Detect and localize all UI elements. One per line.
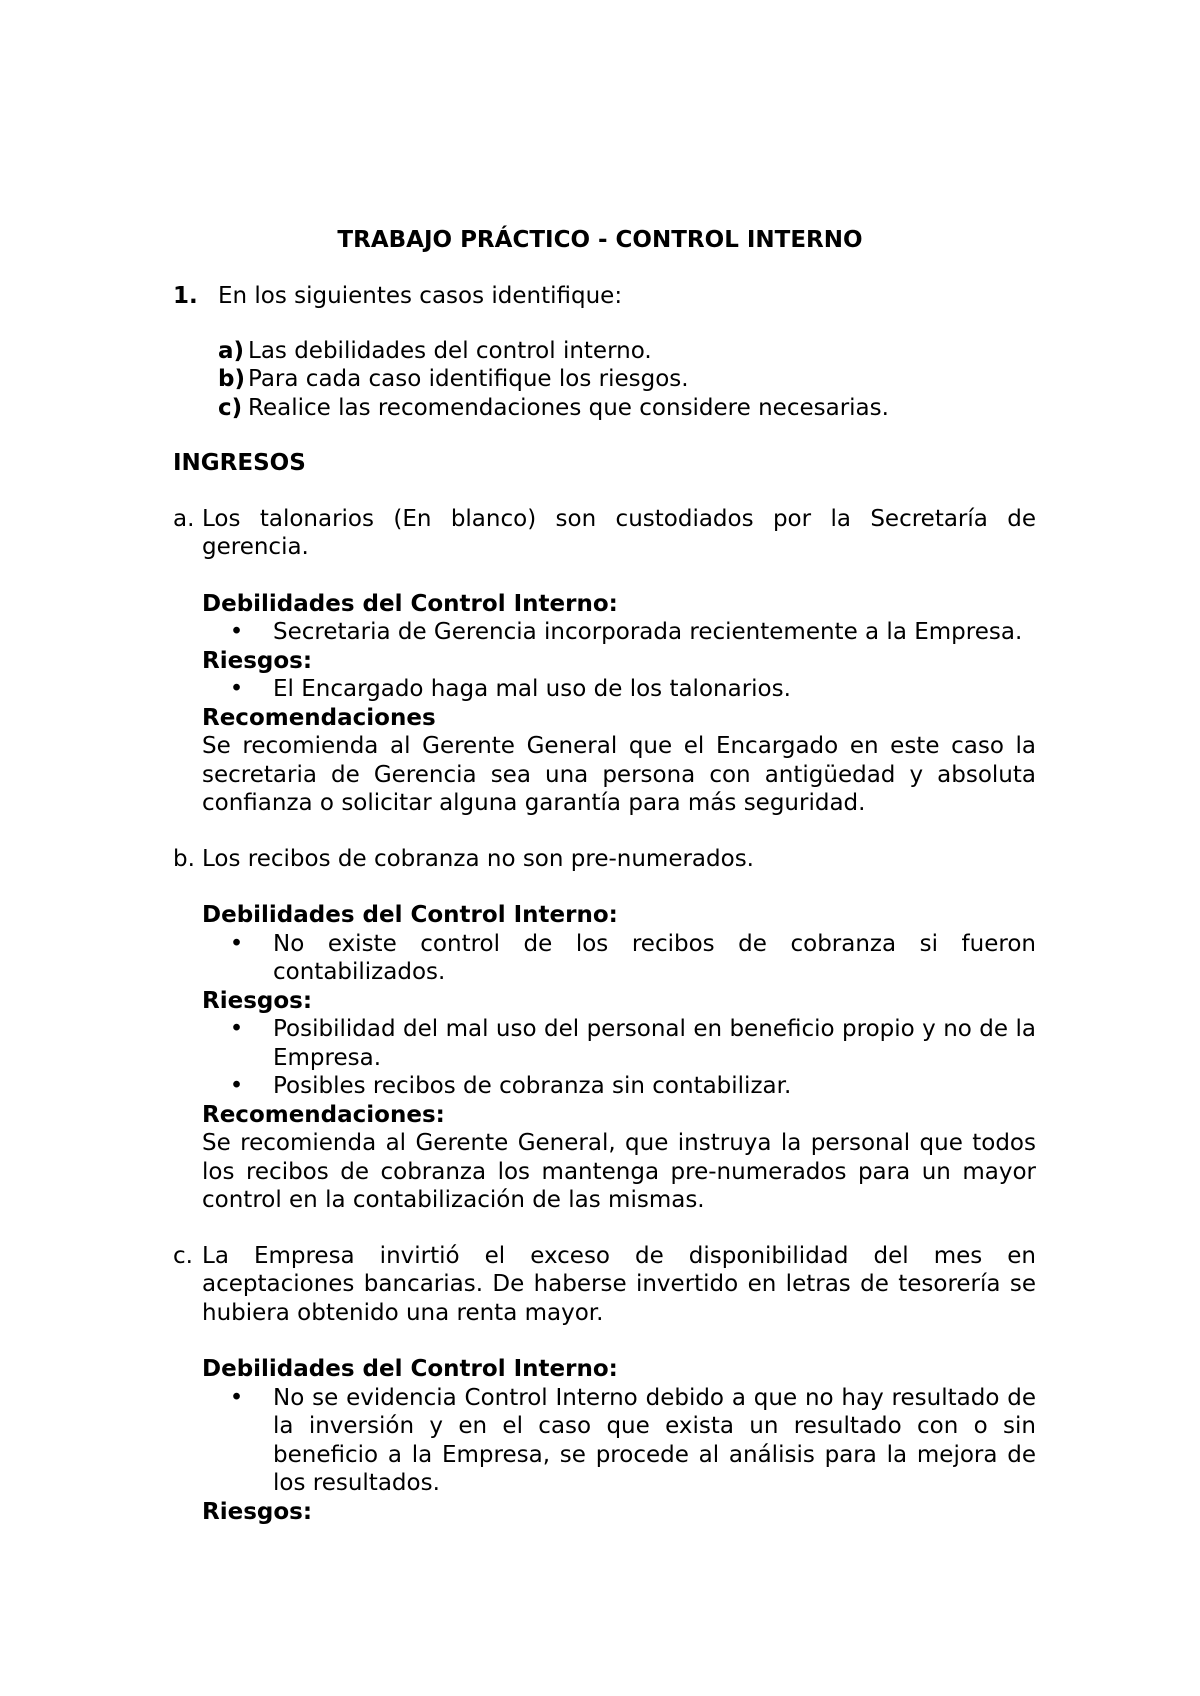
sublist-label: a): [218, 337, 245, 364]
case-b-analysis: [202, 901, 1036, 1215]
recomendaciones-text: Se recomienda al Gerente General que el Encargado en este caso la secretaria de Gerencia sea una persona con antigüedad y absoluta confianza o solicitar alguna garantía para más seguridad.: [202, 733, 1036, 816]
bullet-icon: •: [229, 676, 244, 702]
debilidades-heading: Debilidades del Control Interno:: [202, 902, 618, 928]
list-item: [202, 618, 1036, 647]
riesgos-heading: Riesgos:: [202, 647, 313, 674]
debilidades-list: [202, 930, 1036, 987]
riesgos-list: [202, 1015, 1036, 1101]
bullet-icon: •: [229, 1073, 244, 1099]
page-title: TRABAJO PRÁCTICO - CONTROL INTERNO: [337, 227, 863, 253]
case-letter: a.: [173, 505, 195, 532]
debilidades-heading: Debilidades del Control Interno:: [202, 590, 618, 617]
debilidades-list: [202, 618, 1036, 647]
question-number: 1.: [173, 283, 198, 309]
list-item-text: No se evidencia Control Interno debido a que no hay resultado de la inversión y en el caso que exista un resultado con o sin beneficio a la Empresa, se procede al análisis para la mejora de los resultados.: [273, 1384, 1036, 1496]
debilidades-list: [202, 1384, 1036, 1498]
case-text: Los recibos de cobranza no son pre-numerados.: [202, 845, 754, 872]
case-a: [173, 505, 1200, 562]
case-a-analysis: [202, 590, 1036, 818]
riesgos-list: [202, 675, 1036, 704]
recomendaciones-text: Se recomienda al Gerente General, que instruya la personal que todos los recibos de cobranza los mantenga pre-numerados para un mayor control en la contabilización de las mismas.: [202, 1130, 1036, 1213]
case-text: La Empresa invirtió el exceso de disponibilidad del mes en aceptaciones bancarias. De haberse invertido en letras de tesorería se hubiera obtenido una renta mayor.: [202, 1242, 1036, 1326]
list-item: [202, 930, 1036, 987]
list-item-text: Posibles recibos de cobranza sin contabilizar.: [273, 1073, 792, 1099]
sublist-text: Realice las recomendaciones que considere necesarias.: [248, 394, 889, 421]
sublist-text: Las debilidades del control interno.: [248, 337, 652, 364]
sublist-item: [218, 337, 1200, 366]
debilidades-heading: Debilidades del Control Interno:: [202, 1356, 618, 1382]
question-sublist: [218, 337, 1200, 423]
list-item-text: Secretaria de Gerencia incorporada recientemente a la Empresa.: [273, 619, 1023, 645]
riesgos-heading: Riesgos:: [202, 1498, 313, 1525]
bullet-icon: •: [229, 930, 244, 957]
recomendaciones-heading: Recomendaciones:: [202, 1101, 445, 1128]
question-1: [173, 282, 1200, 311]
list-item-text: El Encargado haga mal uso de los talonarios.: [273, 676, 791, 702]
sublist-label: c): [218, 394, 243, 421]
sublist-item: [218, 394, 1200, 423]
sublist-label: b): [218, 366, 245, 392]
bullet-icon: •: [229, 1016, 244, 1042]
sublist-text: Para cada caso identifique los riesgos.: [248, 366, 689, 392]
case-letter: c.: [173, 1242, 193, 1269]
recomendaciones-heading: Recomendaciones: [202, 704, 436, 731]
case-c-analysis: [202, 1355, 1036, 1526]
list-item: [202, 1072, 1036, 1101]
case-letter: b.: [173, 845, 195, 872]
list-item-text: No existe control de los recibos de cobranza si fueron contabilizados.: [273, 930, 1036, 985]
bullet-icon: •: [229, 619, 244, 645]
list-item: [202, 1015, 1036, 1072]
case-c: [173, 1242, 1200, 1328]
list-item-text: Posibilidad del mal uso del personal en beneficio propio y no de la Empresa.: [273, 1016, 1036, 1071]
document-body: [0, 282, 1200, 1526]
list-item: [202, 1384, 1036, 1498]
sublist-item: [218, 365, 1200, 394]
bullet-icon: •: [229, 1384, 244, 1411]
section-heading: INGRESOS: [173, 450, 306, 476]
question-text: En los siguientes casos identifique:: [218, 283, 623, 309]
list-item: [202, 675, 1036, 704]
riesgos-heading: Riesgos:: [202, 987, 313, 1014]
case-b: [173, 845, 1200, 874]
case-text: Los talonarios (En blanco) son custodiados por la Secretaría de gerencia.: [202, 505, 1036, 560]
